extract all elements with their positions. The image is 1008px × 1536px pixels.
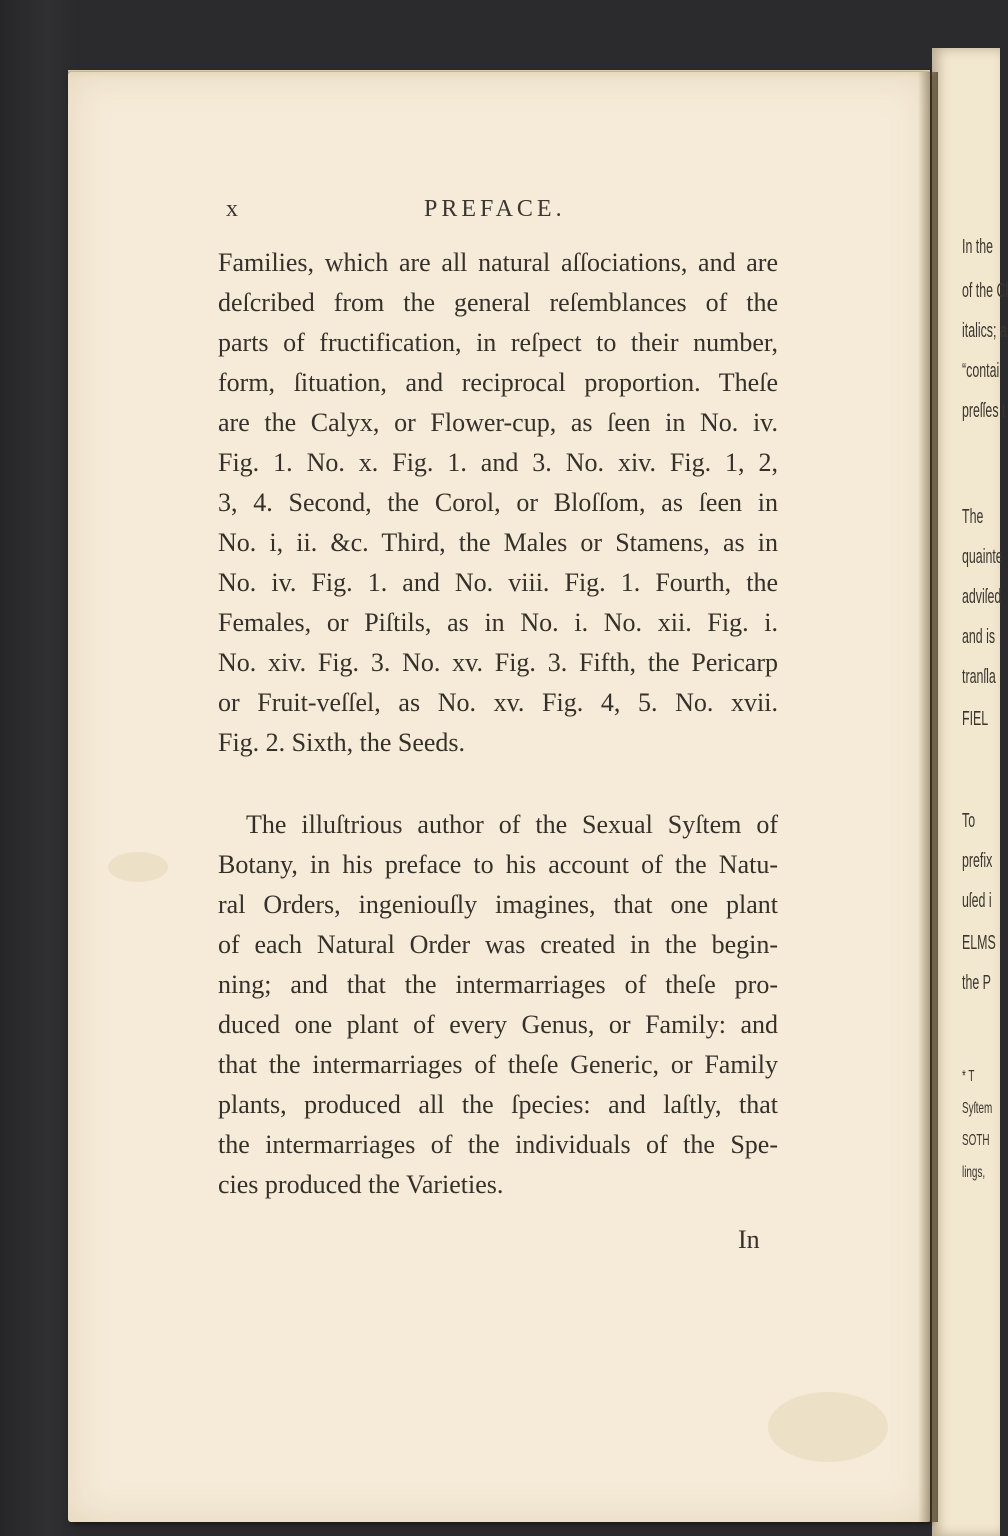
adjacent-page-line: italics; a <box>962 320 1007 342</box>
page-number: x <box>226 196 238 222</box>
text-line: are the Calyx, or Flower-cup, as ſeen in No. iv. <box>218 408 778 437</box>
adjacent-page-line: of the Cl <box>962 280 1008 302</box>
text-line: Fig. 2. Sixth, the Seeds. <box>218 728 466 757</box>
text-line: ning; and that the intermarriages of theſe pro- <box>218 970 778 999</box>
adjacent-page-line: In the <box>962 236 994 258</box>
text-line: The illuſtrious author of the Sexual Syſtem of <box>246 810 778 839</box>
adjacent-page-line: lings, <box>962 1164 986 1181</box>
text-line: ral Orders, ingeniouſly imagines, that one plant <box>218 890 778 919</box>
adjacent-page <box>932 48 1008 1536</box>
catchword: In <box>738 1225 760 1254</box>
adjacent-page-line: FIEL <box>962 708 989 730</box>
adjacent-page-line: tranſla <box>962 666 996 688</box>
text-line: No. xiv. Fig. 3. No. xv. Fig. 3. Fifth, the Pericarp <box>218 648 778 677</box>
text-line: parts of fructification, in reſpect to their number, <box>218 328 778 357</box>
text-line: duced one plant of every Genus, or Family: and <box>218 1010 778 1039</box>
text-line: No. i, ii. &c. Third, the Males or Stamens, as in <box>218 528 778 557</box>
text-line: the intermarriages of the individuals of the Spe- <box>218 1130 778 1159</box>
adjacent-page-line: Syſtem <box>962 1100 993 1117</box>
adjacent-page-line: prefix <box>962 850 993 872</box>
text-line: Females, or Piſtils, as in No. i. No. xii. Fig. i. <box>218 608 778 637</box>
paper-stain <box>768 1392 888 1462</box>
adjacent-page-line: adviſed <box>962 586 1002 608</box>
running-head-title: PREFACE. <box>424 196 566 222</box>
text-line: cies produced the Varieties. <box>218 1170 504 1199</box>
adjacent-page-line: and is <box>962 626 996 648</box>
text-line: plants, produced all the ſpecies: and laſtly, that <box>218 1090 778 1119</box>
adjacent-page-line: “contai <box>962 360 1000 382</box>
text-line: Families, which are all natural aſſociations, and are <box>218 248 778 277</box>
paper-stain <box>108 852 168 882</box>
text-line: 3, 4. Second, the Corol, or Bloſſom, as ſeen in <box>218 488 778 517</box>
text-line: that the intermarriages of theſe Generic, or Family <box>218 1050 778 1079</box>
text-line: form, ſituation, and reciprocal proportion. Theſe <box>218 368 778 397</box>
adjacent-page-line: preſſes t <box>962 400 1006 422</box>
text-line: of each Natural Order was created in the begin- <box>218 930 778 959</box>
text-line: Fig. 1. No. x. Fig. 1. and 3. No. xiv. Fig. 1, 2, <box>218 448 778 477</box>
adjacent-page-line: ELMS <box>962 932 996 954</box>
adjacent-page-line: the P <box>962 972 991 994</box>
text-line: deſcribed from the general reſemblances of the <box>218 288 778 317</box>
adjacent-page-line: uſed i <box>962 890 992 912</box>
adjacent-page-line: To <box>962 810 976 832</box>
book-gutter <box>918 72 938 1522</box>
adjacent-page-line: quainte <box>962 546 1003 568</box>
adjacent-page-line: * T <box>962 1068 975 1085</box>
text-line: No. iv. Fig. 1. and No. viii. Fig. 1. Fourth, the <box>218 568 778 597</box>
page-top-edge <box>68 70 930 78</box>
adjacent-page-line: The <box>962 506 984 528</box>
adjacent-page-line: SOTH <box>962 1132 990 1149</box>
text-line: Botany, in his preface to his account of the Natu- <box>218 850 778 879</box>
text-line: or Fruit-veſſel, as No. xv. Fig. 4, 5. No. xvii. <box>218 688 778 717</box>
